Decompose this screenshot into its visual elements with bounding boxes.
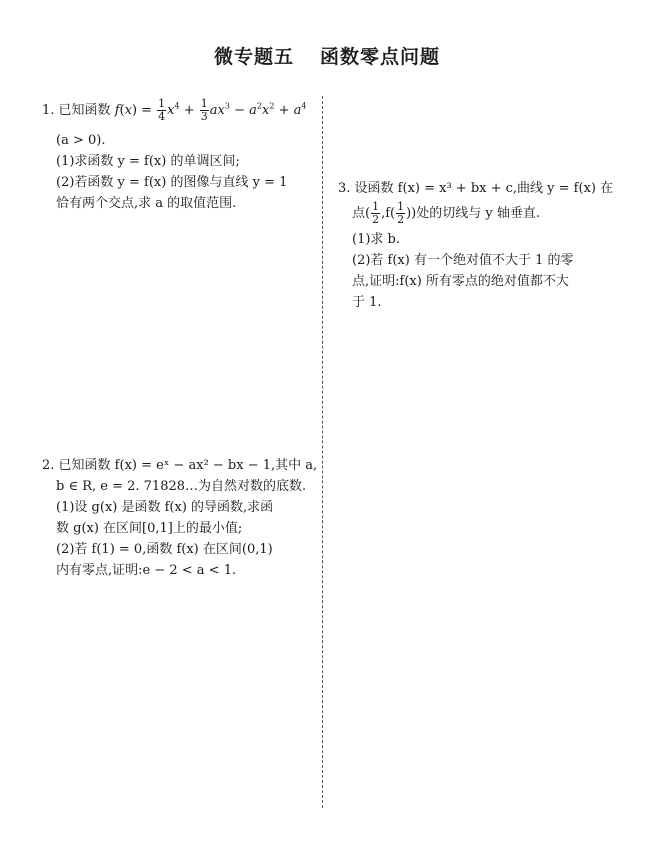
problem-3-line2	[338, 199, 610, 229]
problem-2-part1-cont: 数 g(x) 在区间[0,1]上的最小值;	[56, 521, 243, 536]
problem-3-part2: (2)若 f(x) 有一个绝对值不大于 1 的零	[352, 253, 574, 268]
problem-3-number: 3.	[338, 181, 351, 196]
fraction	[396, 201, 405, 226]
title-part1: 微专题五	[213, 46, 294, 68]
problem-1-stem: 已知函数	[58, 103, 111, 118]
problem-2	[42, 455, 318, 581]
fraction-numerator: 1	[397, 200, 405, 213]
problem-3-part1: (1)求 b.	[352, 232, 401, 247]
fraction-denominator: 2	[372, 213, 380, 226]
fraction	[371, 201, 380, 226]
text-fragment: 点(	[352, 206, 371, 221]
problem-1-condition: (a > 0).	[56, 133, 106, 148]
text-fragment: ))处的切线与 y 轴垂直.	[406, 206, 540, 221]
title-part2: 函数零点问题	[320, 46, 441, 68]
fraction: $\frac{1}{3}$	[200, 97, 208, 123]
problem-2-part2: (2)若 f(1) = 0,函数 f(x) 在区间(0,1)	[56, 542, 273, 557]
problem-1	[42, 96, 312, 214]
problem-2-line1: 已知函数 f(x) = eˣ − ax² − bx − 1,其中 a,	[58, 458, 318, 473]
fraction: $\frac{1}{4}$	[158, 97, 166, 123]
problem-1-part2: (2)若函数 y = f(x) 的图像与直线 y = 1	[56, 175, 288, 190]
problem-2-number: 2.	[42, 458, 55, 473]
fraction-numerator: 1	[372, 200, 380, 213]
problem-1-part2-cont: 恰有两个交点,求 a 的取值范围.	[56, 196, 237, 211]
problem-2-part1: (1)设 g(x) 是函数 f(x) 的导函数,求函	[56, 500, 274, 515]
column-divider	[322, 96, 323, 808]
problem-3-part2-cont2: 于 1.	[352, 295, 382, 310]
problem-1-number: 1.	[42, 103, 55, 118]
problem-3-part2-cont: 点,证明:f(x) 所有零点的绝对值都不大	[352, 274, 569, 289]
problem-3-line1: 设函数 f(x) = x³ + bx + c,曲线 y = f(x) 在	[354, 181, 614, 196]
text-fragment: ,f(	[381, 206, 396, 221]
problem-1-part1: (1)求函数 y = f(x) 的单调区间;	[56, 154, 240, 169]
fraction-denominator: 2	[397, 213, 405, 226]
problem-2-line2: b ∈ R, e = 2. 71828…为自然对数的底数.	[56, 479, 307, 494]
problem-3	[338, 178, 614, 313]
page-title	[0, 42, 654, 69]
problem-2-part2-cont: 内有零点,证明:e − 2 < a < 1.	[56, 563, 237, 578]
problem-1-formula: f(x) = $\frac{1}{4}$ $x^4$ + $\frac{1}{3}$ $ax^3 - a^2x^2 + a^4$	[114, 97, 307, 123]
